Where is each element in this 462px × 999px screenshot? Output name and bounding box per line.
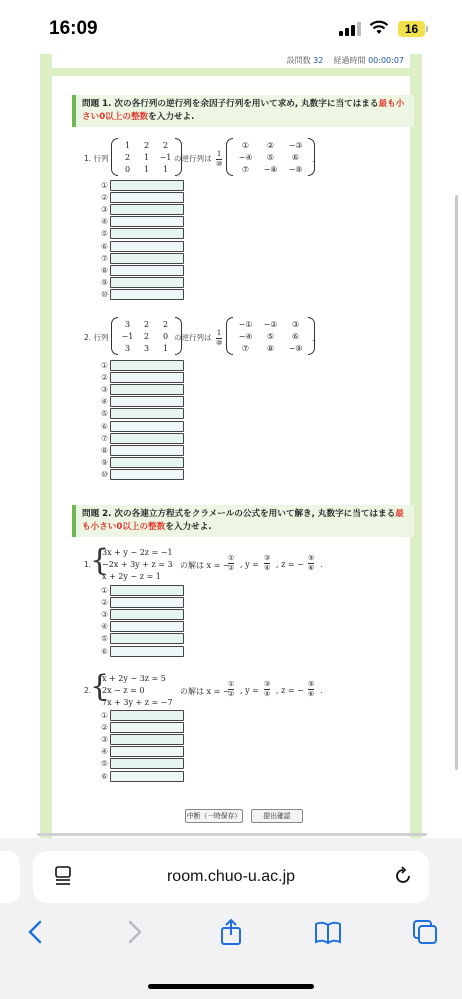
answer-label: ③ xyxy=(100,609,109,619)
q1-p2-inverse-matrix xyxy=(226,317,315,355)
answer-label: ⑦ xyxy=(100,253,109,263)
q1-p1-matrix-cell: 2 xyxy=(124,152,131,162)
q2-p2-end: . xyxy=(320,686,323,695)
q1-p2-inverse-cell: −⑨ xyxy=(288,343,303,353)
q1-p1-answer-row xyxy=(99,179,184,191)
forward-icon[interactable] xyxy=(120,918,148,946)
q2-p2-x-frac xyxy=(228,680,234,698)
q2-p1-z-text: , z = − xyxy=(276,560,304,569)
sheet-divider xyxy=(37,833,427,836)
answer-input[interactable] xyxy=(110,396,184,407)
q2-p1-answer-row xyxy=(99,608,184,620)
answer-input[interactable] xyxy=(110,204,184,215)
q2-p2-answer-row xyxy=(99,770,184,782)
answer-input[interactable] xyxy=(110,360,184,371)
q2-p2-x-den: ② xyxy=(228,690,235,698)
answer-label: ③ xyxy=(100,384,109,394)
q2-p1-answer-row xyxy=(99,633,184,645)
q2-p2-answer-row xyxy=(99,758,184,770)
elapsed-time-value: 00:00:07 xyxy=(368,56,404,65)
q1-p2-answer-row xyxy=(99,420,184,432)
answer-input[interactable] xyxy=(110,228,184,239)
q2-p1-x-frac xyxy=(228,554,234,572)
q1-p2-matrix-cell: 3 xyxy=(124,319,131,329)
q1-p2-label: 2. 行列 xyxy=(84,333,109,342)
question-1-title: 問題 1. 次の各行列の逆行列を余因子行列を用いて求め, 丸数字に当てはまる xyxy=(82,99,379,109)
q2-p2-answer-row xyxy=(99,733,184,745)
answer-input[interactable] xyxy=(110,734,184,745)
wifi-icon xyxy=(369,20,389,36)
q2-p2-eq2: 2x − z = 0 xyxy=(102,686,145,695)
q1-p1-inverse-matrix xyxy=(226,138,315,176)
answer-input[interactable] xyxy=(110,265,184,276)
answer-input[interactable] xyxy=(110,421,184,432)
submit-confirm-button[interactable]: 提出確認 xyxy=(251,809,303,823)
q2-p2-eq3: 7x + 3y + z = −7 xyxy=(102,698,173,707)
q1-p1-answer-row xyxy=(99,252,184,264)
q1-p1-end: . xyxy=(312,155,315,164)
answer-label: ① xyxy=(100,710,109,720)
answer-input[interactable] xyxy=(110,457,184,468)
q2-p1-label: 1. xyxy=(84,560,92,569)
question-1-header xyxy=(72,95,414,127)
q1-p2-matrix-cell: −1 xyxy=(121,331,134,341)
q2-p1-y-frac xyxy=(264,554,270,572)
q2-p1-answer-row xyxy=(99,584,184,596)
answer-input[interactable] xyxy=(110,633,184,644)
q1-p1-answer-row xyxy=(99,228,184,240)
answer-label: ⑧ xyxy=(100,445,109,455)
q1-p2-answer-row xyxy=(99,432,184,444)
q1-p1-matrix-cell: 1 xyxy=(124,140,131,150)
answer-label: ⑩ xyxy=(100,470,109,480)
status-bar xyxy=(0,0,462,54)
answer-label: ④ xyxy=(100,747,109,757)
q2-p2-y-den: ④ xyxy=(264,690,271,698)
suspend-button[interactable]: 中断（一時保存） xyxy=(185,809,243,823)
question-1-title-end: を入力せよ. xyxy=(148,112,195,122)
q2-p1-solution-text: の解は x = − xyxy=(180,561,230,570)
bookmarks-icon[interactable] xyxy=(314,918,342,946)
q1-p1-matrix-cell: 1 xyxy=(162,164,169,174)
q2-p1-x-den: ② xyxy=(228,564,235,572)
q1-p1-mid-text: の逆行列は xyxy=(174,154,212,163)
question-count-label: 設問数 xyxy=(286,56,311,65)
q2-p1-z-frac xyxy=(308,554,314,572)
answer-label: ① xyxy=(100,585,109,595)
q2-p2-solution-text: の解は x = − xyxy=(180,687,230,696)
answer-label: ⑩ xyxy=(100,290,109,300)
answer-label: ⑨ xyxy=(100,458,109,468)
q1-p1-matrix-cell: 0 xyxy=(124,164,131,174)
answer-label: ⑦ xyxy=(100,433,109,443)
answer-label: ④ xyxy=(100,397,109,407)
q1-p2-matrix-cell: 3 xyxy=(143,343,150,353)
question-count-value: 32 xyxy=(313,56,324,65)
q2-p1-eq2: −2x + 3y + z = 3 xyxy=(102,560,173,569)
answer-input[interactable] xyxy=(110,192,184,203)
answer-input[interactable] xyxy=(110,621,184,632)
answer-label: ① xyxy=(100,360,109,370)
elapsed-time-label: 経過時間 xyxy=(333,56,366,65)
answer-label: ④ xyxy=(100,217,109,227)
previous-tab-pill[interactable] xyxy=(0,851,20,903)
q1-p2-answer-row xyxy=(99,359,184,371)
q2-p1-answer-row xyxy=(99,621,184,633)
q1-p1-inverse-cell: −③ xyxy=(288,140,303,150)
answer-input[interactable] xyxy=(110,372,184,383)
q1-p1-inverse-cell: ⑥ xyxy=(291,152,300,162)
q1-p1-inverse-cell: ② xyxy=(266,140,275,150)
answer-input[interactable] xyxy=(110,445,184,456)
answer-input[interactable] xyxy=(110,722,184,733)
q1-p1-matrix-cell: 2 xyxy=(162,140,169,150)
battery-tip xyxy=(426,26,428,32)
answer-input[interactable] xyxy=(110,469,184,480)
page-scrollbar[interactable] xyxy=(455,195,458,770)
q2-p1-end: . xyxy=(320,560,323,569)
answer-input[interactable] xyxy=(110,710,184,721)
q1-p2-answer-row xyxy=(99,383,184,395)
question-2-emphasis: 最も小さい0以上の整数 xyxy=(82,509,404,532)
q1-p1-answer-row xyxy=(99,264,184,276)
q2-p2-z-num: ⑤ xyxy=(308,680,315,688)
answer-label: ③ xyxy=(100,734,109,744)
answer-label: ⑤ xyxy=(100,409,109,419)
q1-p2-inverse-cell: −② xyxy=(263,319,278,329)
q1-p1-inverse-cell: −⑧ xyxy=(263,164,278,174)
answer-label: ⑧ xyxy=(100,265,109,275)
q2-p2-answer-row xyxy=(99,709,184,721)
question-2-title-end: を入力せよ. xyxy=(165,522,212,532)
q2-p2-z-den: ⑥ xyxy=(308,690,315,698)
q1-p2-answer-row xyxy=(99,396,184,408)
q1-p1-answer-row xyxy=(99,203,184,215)
answer-input[interactable] xyxy=(110,384,184,395)
q1-p1-matrix-cell: 1 xyxy=(143,152,150,162)
q1-p1-inverse-cell: −④ xyxy=(238,152,253,162)
answer-input[interactable] xyxy=(110,216,184,227)
page-menu-icon[interactable] xyxy=(55,866,71,886)
answer-input[interactable] xyxy=(110,408,184,419)
answer-label: ⑥ xyxy=(100,241,109,251)
q1-p2-coef-den: ⑩ xyxy=(216,339,223,347)
battery-indicator: 16 xyxy=(398,21,425,37)
answer-label: ② xyxy=(100,192,109,202)
answer-input[interactable] xyxy=(110,433,184,444)
answer-label: ⑥ xyxy=(100,771,109,781)
q2-p2-y-num: ③ xyxy=(264,680,271,688)
q1-p2-matrix-cell: 1 xyxy=(162,343,169,353)
q1-p1-matrix-cell: −1 xyxy=(159,152,172,162)
q2-p2-eq1: x + 2y − 3z = 5 xyxy=(102,674,166,683)
answer-input[interactable] xyxy=(110,771,184,782)
q1-p1-inverse-cell: ① xyxy=(241,140,250,150)
reload-icon[interactable] xyxy=(393,866,413,886)
answer-label: ⑥ xyxy=(100,646,109,656)
answer-label: ⑨ xyxy=(100,278,109,288)
answer-input[interactable] xyxy=(110,585,184,596)
q2-p1-answer-row xyxy=(99,645,184,657)
status-time: 16:09 xyxy=(49,18,98,39)
q2-p1-eq1: 3x + y − 2z = −1 xyxy=(102,548,173,557)
info-band xyxy=(52,68,410,76)
q1-p2-matrix-cell: 2 xyxy=(143,331,150,341)
q1-p1-matrix xyxy=(111,138,182,176)
q2-p2-z-text: , z = − xyxy=(276,686,304,695)
answer-label: ② xyxy=(100,372,109,382)
q1-p1-coef-num: 1 xyxy=(216,150,222,158)
tabs-icon[interactable] xyxy=(411,918,439,946)
q1-p1-inverse-cell: ⑤ xyxy=(266,152,275,162)
answer-input[interactable] xyxy=(110,609,184,620)
q2-p2-brace: { xyxy=(90,669,110,704)
q1-p2-inverse-cell: ⑧ xyxy=(266,343,275,353)
q2-p2-y-frac xyxy=(264,680,270,698)
q2-p2-label: 2. xyxy=(84,686,92,695)
answer-label: ① xyxy=(100,180,109,190)
q2-p1-x-num: ① xyxy=(228,554,235,562)
q1-p2-mid-text: の逆行列は xyxy=(174,333,212,342)
q1-p2-coef-num: 1 xyxy=(216,329,222,337)
q1-p2-coefficient xyxy=(216,329,222,347)
q1-p1-inverse-cell: ⑦ xyxy=(241,164,250,174)
q1-p2-inverse-cell: ③ xyxy=(291,319,300,329)
q1-p2-matrix-cell: 2 xyxy=(143,319,150,329)
q1-p1-answer-row xyxy=(99,289,184,301)
answer-label: ② xyxy=(100,597,109,607)
q2-p1-y-num: ③ xyxy=(264,554,271,562)
answer-label: ⑥ xyxy=(100,421,109,431)
q2-p2-y-text: , y = xyxy=(240,686,259,695)
q1-p2-inverse-cell: ⑦ xyxy=(241,343,250,353)
answer-label: ② xyxy=(100,722,109,732)
q1-p2-end: . xyxy=(312,334,315,343)
answer-label: ⑤ xyxy=(100,229,109,239)
q2-p1-brace: { xyxy=(90,543,110,578)
share-icon[interactable] xyxy=(217,918,245,946)
answer-input[interactable] xyxy=(110,597,184,608)
cellular-signal-icon xyxy=(339,22,361,36)
q1-p1-answer-row xyxy=(99,240,184,252)
answer-label: ④ xyxy=(100,622,109,632)
question-2-header xyxy=(72,505,414,537)
q2-p2-x-num: ① xyxy=(228,680,235,688)
q1-p1-matrix-cell: 2 xyxy=(143,140,150,150)
q1-p1-answer-row xyxy=(99,216,184,228)
q1-p2-matrix-cell: 0 xyxy=(162,331,169,341)
q2-p1-z-num: ⑤ xyxy=(308,554,315,562)
q1-p2-inverse-cell: ⑥ xyxy=(291,331,300,341)
q2-p2-answer-row xyxy=(99,721,184,733)
back-icon[interactable] xyxy=(22,918,50,946)
q1-p2-inverse-cell: −① xyxy=(238,319,253,329)
q1-p2-inverse-cell: ⑤ xyxy=(266,331,275,341)
q1-p2-inverse-cell: −④ xyxy=(238,331,253,341)
q1-p1-answer-row xyxy=(99,191,184,203)
q1-p1-inverse-cell: −⑨ xyxy=(288,164,303,174)
question-1-emphasis: 最も小さい0以上の整数 xyxy=(82,99,405,122)
question-2-title: 問題 2. 次の各連立方程式をクラメールの公式を用いて解き, 丸数字に当てはまる xyxy=(82,509,396,519)
home-indicator xyxy=(148,984,314,989)
q1-p2-answer-row xyxy=(99,457,184,469)
answer-label: ⑤ xyxy=(100,759,109,769)
q2-p1-y-text: , y = xyxy=(240,560,259,569)
q1-p1-coef-den: ⑩ xyxy=(216,160,223,168)
q1-p2-answer-row xyxy=(99,408,184,420)
q2-p2-answer-row xyxy=(99,746,184,758)
q1-p2-matrix xyxy=(111,317,182,355)
address-bar-url[interactable]: room.chuo-u.ac.jp xyxy=(166,868,296,885)
answer-input[interactable] xyxy=(110,180,184,191)
q1-p1-coefficient xyxy=(216,150,222,168)
exam-info-bar xyxy=(52,54,410,68)
q1-p2-answer-row xyxy=(99,444,184,456)
answer-input[interactable] xyxy=(110,253,184,264)
q1-p2-answer-row xyxy=(99,469,184,481)
answer-input[interactable] xyxy=(110,646,184,657)
q2-p1-y-den: ④ xyxy=(264,564,271,572)
q1-p2-matrix-cell: 2 xyxy=(162,319,169,329)
answer-input[interactable] xyxy=(110,241,184,252)
answer-input[interactable] xyxy=(110,289,184,300)
q2-p1-eq3: x + 2y − z = 1 xyxy=(102,572,161,581)
q1-p2-answer-row xyxy=(99,371,184,383)
q2-p1-answer-row xyxy=(99,596,184,608)
q1-p2-matrix-cell: 3 xyxy=(124,343,131,353)
answer-input[interactable] xyxy=(110,746,184,757)
answer-label: ⑤ xyxy=(100,634,109,644)
q2-p2-z-frac xyxy=(308,680,314,698)
q1-p1-label: 1. 行列 xyxy=(84,154,109,163)
answer-input[interactable] xyxy=(110,277,184,288)
answer-input[interactable] xyxy=(110,758,184,769)
q1-p1-matrix-cell: 1 xyxy=(143,164,150,174)
answer-label: ③ xyxy=(100,204,109,214)
q1-p1-answer-row xyxy=(99,277,184,289)
q2-p1-z-den: ⑥ xyxy=(308,564,315,572)
